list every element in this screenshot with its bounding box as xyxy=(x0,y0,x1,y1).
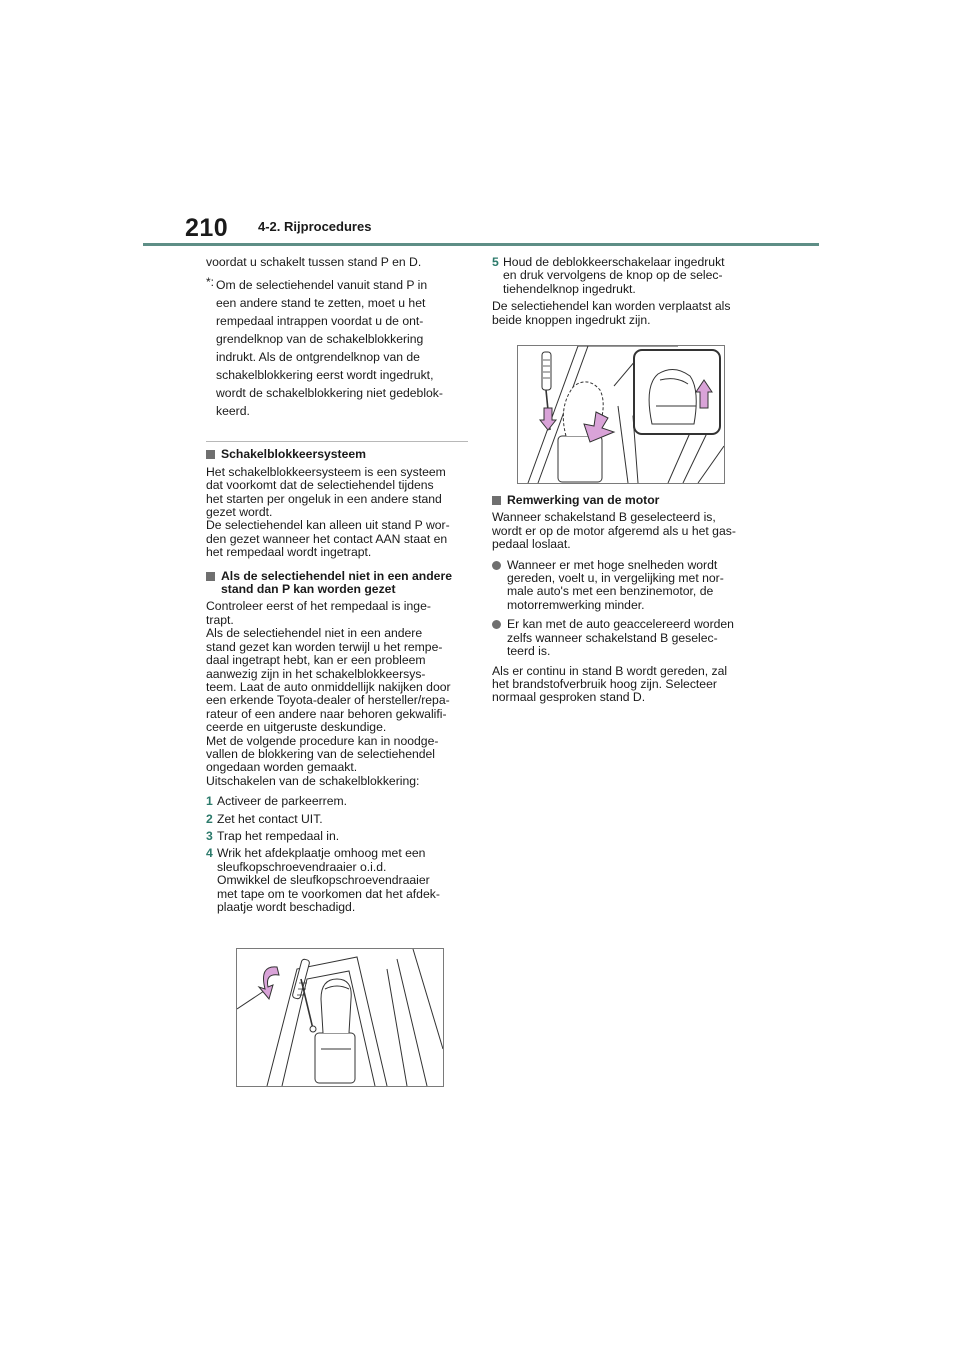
step-text: Activeer de parkeerrem. xyxy=(217,794,348,809)
step-text: Zet het contact UIT. xyxy=(217,811,323,826)
heading-text: Remwerking van de motor xyxy=(507,493,660,508)
round-bullet-icon xyxy=(492,561,501,570)
section-divider xyxy=(206,441,468,442)
step-item xyxy=(206,830,468,843)
square-bullet-icon xyxy=(492,496,501,505)
page-number: 210 xyxy=(185,214,229,242)
step-number: 3 xyxy=(206,828,213,843)
knob-detail-inset xyxy=(614,350,720,434)
round-bullet-icon xyxy=(492,620,501,629)
illustration-release-button xyxy=(517,345,725,484)
step-number: 1 xyxy=(206,794,213,809)
down-arrow-icon xyxy=(540,408,556,430)
step-text: Wrik het afdekplaatje omhoog met een sleufkopschroevendraaier o.i.d. Omwikkel de sleufkopschroevendraaier met tape om te voorkomen dat het afdek- plaatje wordt beschadigd. xyxy=(217,846,440,914)
shift-knob-release-illustration xyxy=(518,346,724,483)
heading-lever-stuck xyxy=(206,570,468,597)
bullet-text: Wanneer er met hoge snelheden wordt gereden, voelt u, in vergelijking met nor- male auto's met een benzinemotor, de motorremwerking minder. xyxy=(507,557,724,612)
heading-shift-lock xyxy=(206,448,468,461)
step-item xyxy=(206,795,468,808)
footnote xyxy=(206,276,468,427)
step-number: 2 xyxy=(206,811,213,826)
section-title: 4-2. Rijprocedures xyxy=(258,219,372,234)
square-bullet-icon xyxy=(206,450,215,459)
step-text: Trap het rempedaal in. xyxy=(217,828,340,843)
step-item xyxy=(206,847,468,914)
footnote-text: Om de selectiehendel vanuit stand P in een andere stand te zetten, moet u het rempedaal intrappen voordat u de ont- grendelknop van de schakelblokkering indrukt. Als de ontgrendelknop van de schakelblokkering eerst wordt ingedrukt, wordt de schakelblokkering niet gedeblok- keerd. xyxy=(216,278,443,419)
lever-stuck-body: Controleer eerst of het rempedaal is inge- trapt. Als de selectiehendel niet in een andere stand gezet kan worden terwijl u het rempe- daal ingetrapt hebt, kan er een probleem aanwezig zijn in het schakelblokkeersys- teem. Laat de auto onmiddellijk nakijken door een erkende Toyota-dealer of hersteller/repa- rateur of een andere naar behoren gekwalifi- ceerde en uitgeruste deskundige. Met de volgende procedure kan in noodge- vallen de blokkering van de selectiehendel ongedaan worden gemaakt. Uitschakelen van de schakelblokkering: xyxy=(206,599,451,788)
heading-text: Schakelblokkeersysteem xyxy=(221,447,366,462)
rotate-arrow-icon xyxy=(259,967,279,999)
footnote-mark: *: xyxy=(206,275,215,290)
illustration-pry-cover xyxy=(236,948,444,1087)
screwdriver-icon xyxy=(292,959,316,1032)
heading-engine-brake xyxy=(492,494,754,507)
after-step-text: De selectiehendel kan worden verplaatst als beide knoppen ingedrukt zijn. xyxy=(492,299,731,327)
step-number: 5 xyxy=(492,255,499,269)
step-text: Houd de deblokkeerschakelaar ingedrukt en druk vervolgens de knop op de selec- tiehendelknop ingedrukt. xyxy=(503,255,725,296)
intro-text: voordat u schakelt tussen stand P en D. xyxy=(206,255,422,269)
step-number: 4 xyxy=(206,846,213,861)
shift-lever-screwdriver-illustration xyxy=(237,949,443,1086)
engine-brake-body: Wanneer schakelstand B geselecteerd is, wordt er op de motor afgeremd als u het gas- pedaal loslaat. xyxy=(492,510,736,552)
shift-lock-body: Het schakelblokkeersysteem is een systeem dat voorkomt dat de selectiehendel tijdens het starten per ongeluk in een andere stand gezet wordt. De selectiehendel kan alleen uit stand P wor- den gezet wanneer het contact AAN staat en het rempedaal wordt ingetrapt. xyxy=(206,464,450,560)
list-item xyxy=(492,559,754,613)
square-bullet-icon xyxy=(206,572,215,581)
list-item xyxy=(492,618,754,658)
step-item xyxy=(492,256,754,296)
header-rule xyxy=(143,243,819,246)
engine-brake-closing: Als er continu in stand B wordt gereden, zal het brandstofverbruik hoog zijn. Selecteer normaal gesproken stand D. xyxy=(492,663,728,705)
step-item xyxy=(206,813,468,826)
heading-text: Als de selectiehendel niet in een andere stand dan P kan worden gezet xyxy=(221,568,452,597)
left-column xyxy=(206,256,468,918)
bullet-text: Er kan met de auto geaccelereerd worden zelfs wanneer schakelstand B geselec- teerd is. xyxy=(507,617,734,659)
